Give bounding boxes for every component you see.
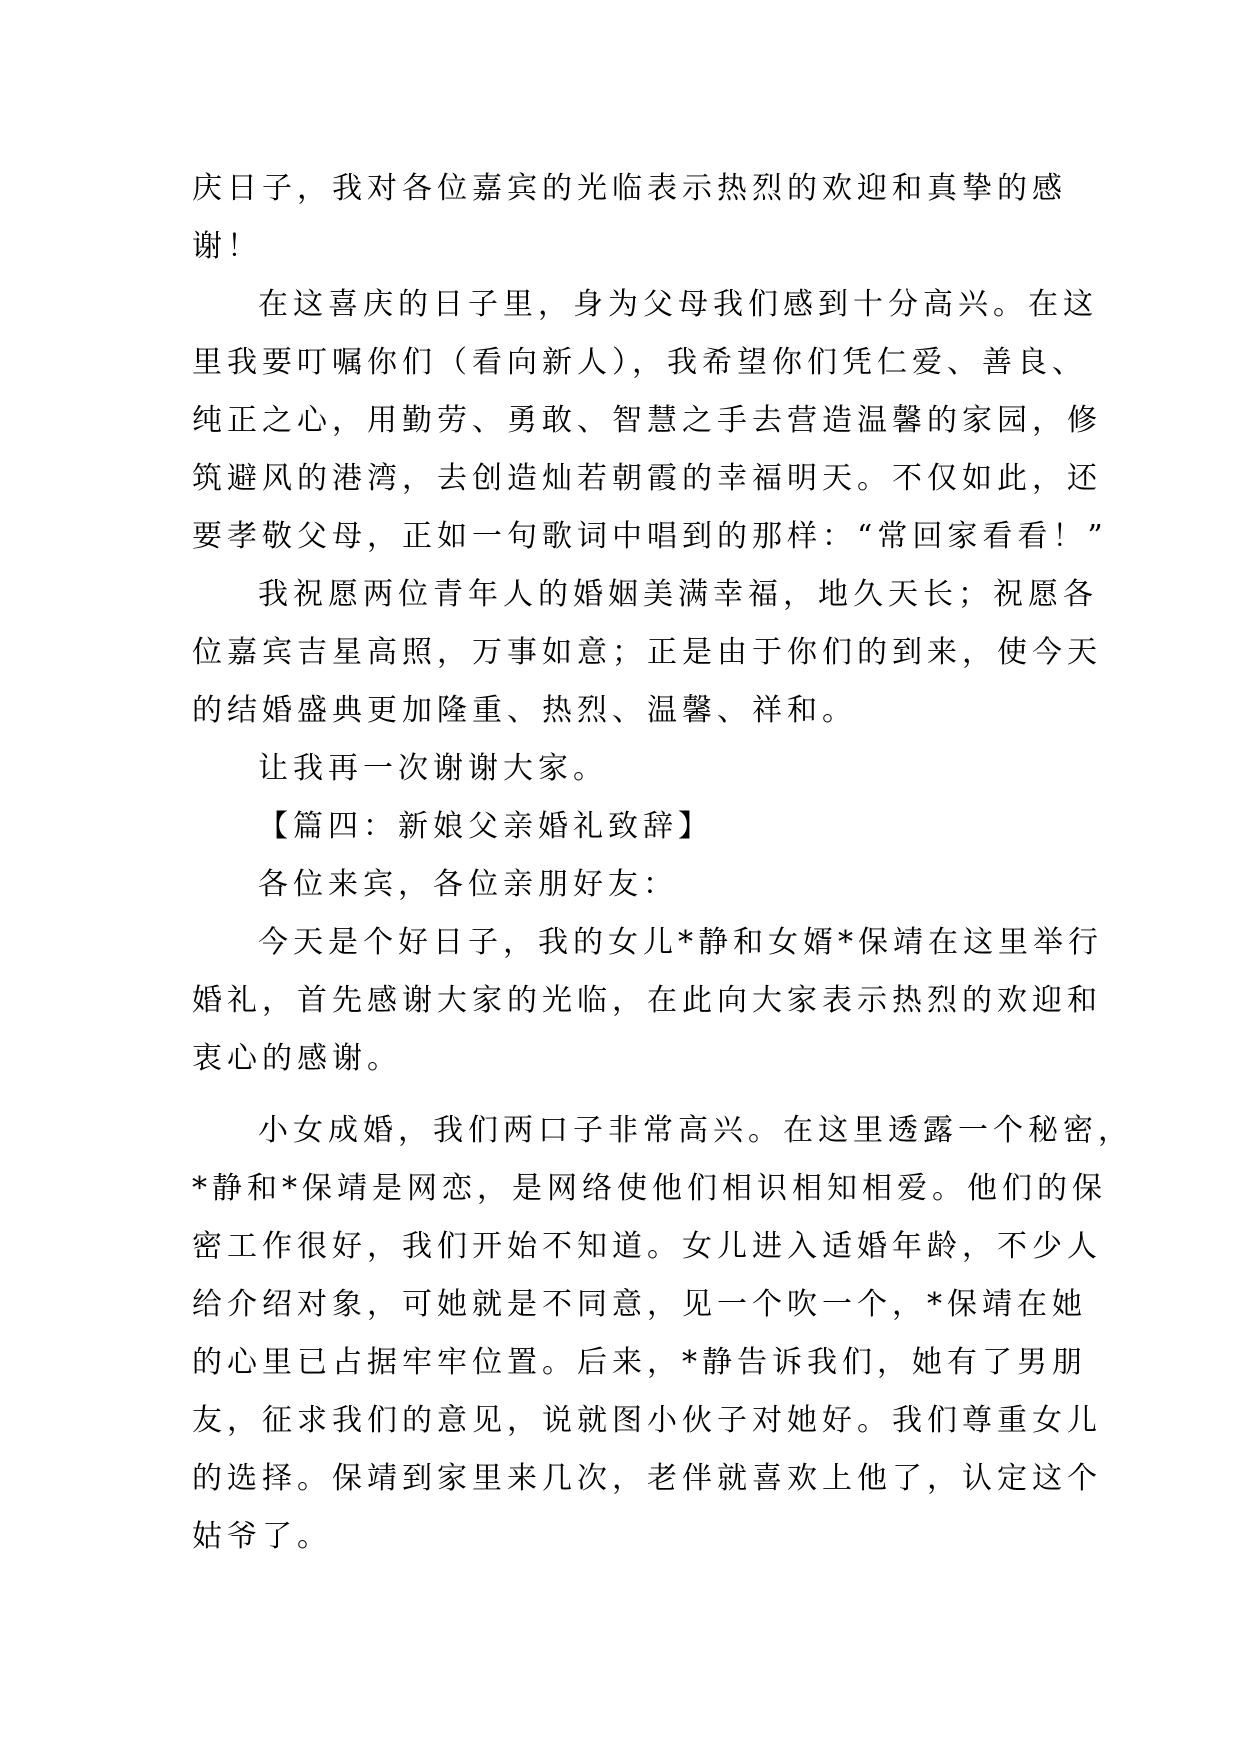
- paragraph-line: 小女成婚，我们两口子非常高兴。在这里透露一个秘密，: [258, 1113, 1133, 1148]
- paragraph-line: 姑爷了。: [192, 1519, 332, 1554]
- paragraph-line: 密工作很好，我们开始不知道。女儿进入适婚年龄，不少人: [192, 1229, 1102, 1264]
- paragraph-line: 在这喜庆的日子里，身为父母我们感到十分高兴。在这: [258, 287, 1098, 322]
- salutation-line: 各位来宾，各位亲朋好友：: [258, 867, 678, 902]
- paragraph-line: 筑避风的港湾，去创造灿若朝霞的幸福明天。不仅如此，还: [192, 461, 1102, 496]
- paragraph-line: 的结婚盛典更加隆重、热烈、温馨、祥和。: [192, 693, 857, 728]
- paragraph-line: 让我再一次谢谢大家。: [258, 751, 608, 786]
- paragraph-line: 要孝敬父母，正如一句歌词中唱到的那样：“常回家看看！”: [192, 519, 1108, 554]
- paragraph-line: *静和*保靖是网恋，是网络使他们相识相知相爱。他们的保: [192, 1171, 1107, 1206]
- paragraph-line: 里我要叮嘱你们（看向新人），我希望你们凭仁爱、善良、: [192, 345, 1087, 380]
- paragraph-line: 位嘉宾吉星高照，万事如意；正是由于你们的到来，使今天: [192, 635, 1102, 670]
- section-heading: 【篇四：新娘父亲婚礼致辞】: [258, 809, 713, 844]
- paragraph-line: 我祝愿两位青年人的婚姻美满幸福，地久天长；祝愿各: [258, 577, 1098, 612]
- paragraph-line: 的选择。保靖到家里来几次，老伴就喜欢上他了，认定这个: [192, 1461, 1102, 1496]
- document-body: [192, 160, 1133, 1566]
- paragraph-line: 今天是个好日子，我的女儿*静和女婿*保靖在这里举行: [258, 925, 1103, 960]
- paragraph-line: 庆日子，我对各位嘉宾的光临表示热烈的欢迎和真挚的感: [192, 171, 1067, 206]
- paragraph-line: 衷心的感谢。: [192, 1041, 402, 1076]
- paragraph-line: 友，征求我们的意见，说就图小伙子对她好。我们尊重女儿: [192, 1403, 1102, 1438]
- paragraph-line: 婚礼，首先感谢大家的光临，在此向大家表示热烈的欢迎和: [192, 983, 1102, 1018]
- paragraph-line: 纯正之心，用勤劳、勇敢、智慧之手去营造温馨的家园，修: [192, 403, 1102, 438]
- paragraph-line: 给介绍对象，可她就是不同意，见一个吹一个，*保靖在她: [192, 1287, 1087, 1322]
- paragraph-line: 谢！: [192, 229, 262, 264]
- paragraph-line: 的心里已占据牢牢位置。后来，*静告诉我们，她有了男朋: [192, 1345, 1087, 1380]
